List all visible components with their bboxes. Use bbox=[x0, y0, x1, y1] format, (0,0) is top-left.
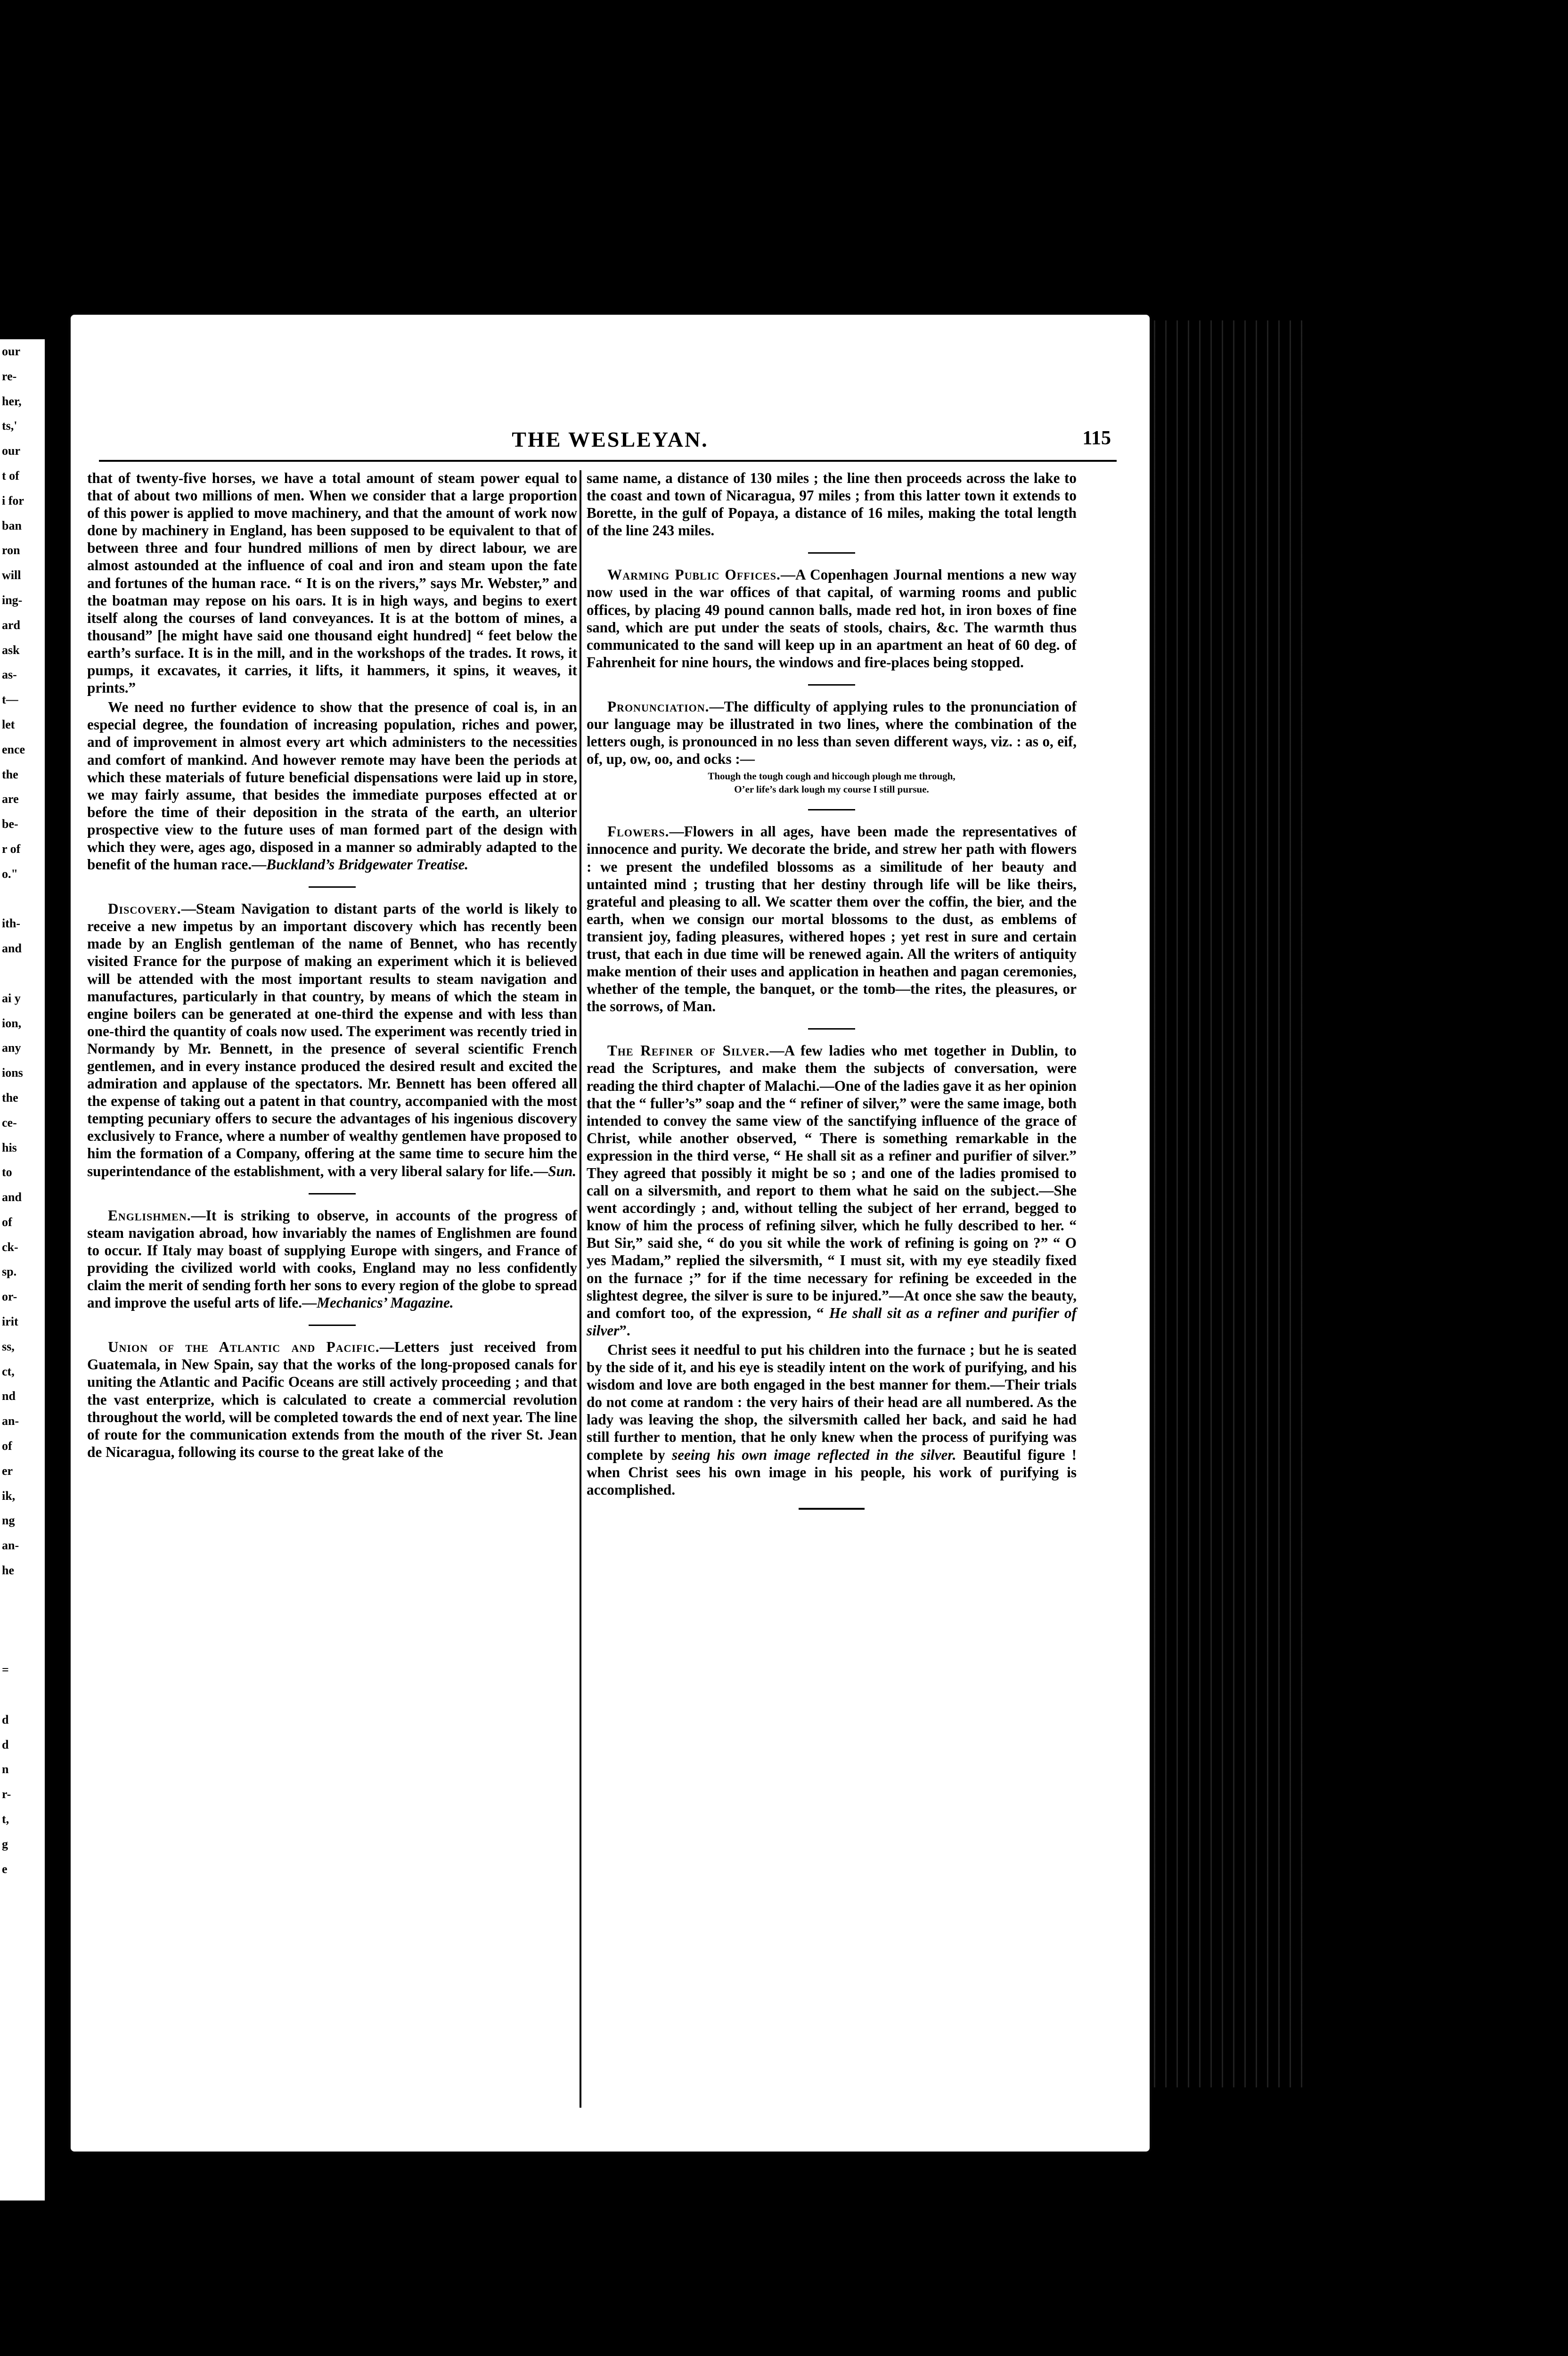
margin-fragment: as- bbox=[2, 668, 17, 682]
margin-fragment: = bbox=[2, 1663, 9, 1677]
margin-fragment: nd bbox=[2, 1389, 16, 1403]
margin-fragment: re- bbox=[2, 369, 17, 383]
article-separator bbox=[808, 552, 855, 554]
article-paragraph bbox=[587, 566, 1077, 671]
margin-fragment: i for bbox=[2, 493, 24, 507]
margin-fragment: ing- bbox=[2, 593, 23, 607]
margin-fragment: ith- bbox=[2, 916, 20, 931]
paragraph-text: We need no further evidence to show that the presence of coal is, in an especial degree, the foundation of increasing population, riches and power, and of improvement in almost every art which administers to the necessities and comfort of mankind. And however remote may have been the periods at which these materials of future beneficial dispensations were laid up in store, we may fairly assume, that besides the immediate purposes effected at or before the time of their deposition in the strata of the earth, an ulterior prospective view to the future uses of man formed part of the design with which they were, ages ago, disposed in a manner so admirably adapted to the benefit of the human race.— bbox=[87, 699, 577, 873]
margin-fragment: irit bbox=[2, 1315, 18, 1329]
verse-line: O’er life’s dark lough my course I still pursue. bbox=[734, 784, 929, 795]
article-separator bbox=[309, 1325, 356, 1326]
margin-fragment: ban bbox=[2, 518, 22, 532]
margin-fragment: ce- bbox=[2, 1115, 17, 1129]
paragraph-text: —It is striking to observe, in accounts of the progress of steam navigation abroad, how invariably the names of Englishmen are found to occur. If Italy may boast of supplying Europe with singers, and France of providing the civilized world with cooks, England may no less confidently claim the merit of sending forth her sons to every region of the globe to spread and improve the useful arts of life.— bbox=[87, 1207, 577, 1311]
margin-fragment: r- bbox=[2, 1787, 11, 1801]
margin-fragment: ask bbox=[2, 643, 20, 657]
paragraph-text: —A Copenhagen Journal mentions a new way now used in the war offices of that capital, of warming rooms and public offices, by placing 49 pound cannon balls, made red hot, in iron boxes of fine sand, which are put under the seats of stools, chairs, &c. The warmth thus communicated to the sand will keep up in an apartment an heat of 60 deg. of Fahrenheit for nine hours, the windows and fire-places being stopped. bbox=[587, 566, 1077, 671]
margin-fragment: to bbox=[2, 1165, 12, 1179]
column-rule bbox=[580, 470, 581, 2108]
paragraph-text: —Letters just received from Guatemala, in New Spain, say that the works of the long-proposed canals for uniting the Atlantic and Pacific Oceans are still actively proceeding ; and that the vast enterprize, which is calculated to create a commercial revolution throughout the world, will be completed towards the end of next year. The line of route for the communication extends from the mouth of the river St. Jean de Nicaragua, following its course to the great lake of the bbox=[87, 1339, 578, 1460]
margin-fragment: let bbox=[2, 717, 15, 731]
margin-fragment: ct, bbox=[2, 1364, 15, 1378]
margin-fragment: ions bbox=[2, 1066, 23, 1080]
running-header bbox=[99, 427, 1121, 457]
margin-fragment: o." bbox=[2, 867, 18, 881]
margin-fragment: ss, bbox=[2, 1339, 15, 1353]
article-paragraph bbox=[587, 823, 1077, 1015]
margin-fragment: t of bbox=[2, 468, 19, 483]
italic-source: Buckland’s Bridgewater Treatise. bbox=[266, 856, 469, 873]
margin-fragment: t, bbox=[2, 1812, 9, 1826]
margin-fragment: or- bbox=[2, 1290, 17, 1304]
paragraph-text: —The difficulty of applying rules to the pronunciation of our language may be illustrated in two lines, where the combination of the letters ough, is pronounced in no less than seven different ways, viz. : as o, eif, of, up, ow, oo, and ocks :— bbox=[587, 698, 1077, 768]
margin-fragment: d bbox=[2, 1737, 9, 1751]
margin-fragment: ai y bbox=[2, 991, 21, 1005]
margin-fragment bbox=[0, 961, 45, 986]
paragraph-text: —A few ladies who met together in Dublin, to read the Scriptures, and make them the subjects of conversation, were reading the third chapter of Malachi.—One of the ladies gave it as her opinion that the “ fuller’s” soap and the “ refiner of silver,” were the same image, both intended to convey the same view of the sanctifying influence of the grace of Christ, while another observed, “ There is something remarkable in the expression in the third verse, “ He shall sit as a refiner and purifier of silver.” They agreed that possibly it might be so ; and one of the ladies promised to call on a silversmith, and report to them what he said on the subject.—She went accordingly ; and, without telling the subject of her errand, begged to know of him the process of refining silver, which he fully described to her. “ But Sir,” said she, “ do you sit while the work of refining is going on ?” “ O yes Madam,” replied the silversmith, “ I must sit, with my eye steadily fixed on the furnace ;” for if the time necessary for refining be exceeded in the slightest degree, the silver is sure to be injured.”—At once she saw the beauty, and comfort too, of the expression, “ bbox=[587, 1042, 1077, 1321]
margin-fragment: sp. bbox=[2, 1265, 17, 1279]
margin-fragment: will bbox=[2, 568, 21, 582]
paragraph-text-end: Beautiful figure ! when Christ sees his own image in his people, his work of purifying is accomplished. bbox=[587, 1446, 1077, 1498]
margin-fragment: ard bbox=[2, 618, 20, 632]
article-paragraph bbox=[587, 1042, 1077, 1339]
margin-fragment bbox=[0, 1633, 45, 1658]
margin-fragment: the bbox=[2, 767, 18, 781]
margin-fragment: and bbox=[2, 1190, 22, 1204]
journal-title: THE WESLEYAN. bbox=[512, 427, 709, 451]
article-separator bbox=[808, 684, 855, 686]
article-paragraph bbox=[87, 1338, 577, 1461]
paragraph-text: Christ sees it needful to put his children into the furnace ; but he is seated by the side of it, and his eye is steadily intent on the work of purifying, and his wisdom and love are both engaged in the best manner for them.—Their trials do not come at random : the very hairs of their head are all numbered. As the lady was leaving the shop, the silversmith called her back, and said he had still further to mention, that he only knew when the process of purifying was complete by bbox=[587, 1341, 1077, 1463]
adjacent-page-strip bbox=[0, 339, 45, 2201]
margin-fragment bbox=[0, 1683, 45, 1708]
margin-fragment: n bbox=[2, 1762, 9, 1776]
margin-fragment bbox=[0, 1608, 45, 1633]
margin-fragment: an- bbox=[2, 1414, 19, 1428]
newspaper-page bbox=[71, 315, 1150, 2151]
article-paragraph bbox=[587, 698, 1077, 768]
article-paragraph bbox=[87, 1207, 577, 1312]
header-rule bbox=[99, 460, 1117, 462]
margin-fragment: are bbox=[2, 792, 19, 806]
article-heading: Union of the Atlantic and Pacific. bbox=[108, 1339, 380, 1356]
margin-fragment: ion, bbox=[2, 1016, 22, 1030]
margin-fragment bbox=[0, 887, 45, 912]
margin-fragment: an- bbox=[2, 1538, 19, 1553]
right-column bbox=[587, 469, 1077, 1510]
verse-line: Though the tough cough and hiccough plough me through, bbox=[708, 770, 956, 782]
margin-fragment: of bbox=[2, 1439, 12, 1453]
left-column bbox=[87, 469, 577, 1461]
article-separator bbox=[309, 1193, 356, 1194]
margin-fragment: g bbox=[2, 1837, 8, 1851]
article-paragraph bbox=[87, 469, 577, 696]
paragraph-text: —Steam Navigation to distant parts of the world is likely to receive a new impetus by an important discovery which has recently been made by an English gentleman of the name of Bennet, who has recently visited France for the purpose of making an experiment which it is believed will be attended with the most important results to steam navigation and manufactures, particularly in that country, by means of which the steam in engine boilers can be generated at one-third the expense and with less than one-third the quantity of coals now used. The experiment was recently tried in Normandy by Mr. Bennett, in the presence of several scientific French gentlemen, and in every instance produced the desired result and excited the admiration and applause of the spectators. Mr. Bennett has been offered all the expense of taking out a patent in that country, accompanied with the most tempting pecuniary offers to secure the advantages of his ingenious discovery exclusively to France, where a number of wealthy gentlemen have proposed to him the formation of a Company, offering at the same time to secure him the superintendance of the establishment, with a very liberal salary for life.— bbox=[87, 900, 577, 1179]
margin-fragment: er bbox=[2, 1464, 13, 1478]
article-heading: The Refiner of Silver. bbox=[607, 1042, 770, 1059]
margin-fragment: be- bbox=[2, 817, 18, 831]
margin-fragment: her, bbox=[2, 394, 22, 408]
verse-quote bbox=[587, 769, 1077, 796]
article-heading: Discovery. bbox=[108, 900, 181, 917]
article-paragraph bbox=[587, 1341, 1077, 1498]
margin-fragment: his bbox=[2, 1140, 17, 1154]
margin-fragment: d bbox=[2, 1712, 9, 1726]
italic-source: Mechanics’ Magazine. bbox=[317, 1294, 454, 1311]
article-paragraph bbox=[587, 469, 1077, 539]
article-heading: Warming Public Offices. bbox=[607, 566, 781, 583]
margin-fragment: t— bbox=[2, 693, 18, 707]
article-paragraph bbox=[87, 900, 577, 1180]
margin-fragment: the bbox=[2, 1090, 18, 1104]
article-separator bbox=[309, 886, 356, 888]
margin-fragment: ron bbox=[2, 543, 20, 557]
margin-fragment: ence bbox=[2, 742, 25, 756]
margin-fragment: ng bbox=[2, 1513, 15, 1528]
margin-fragment: ik, bbox=[2, 1489, 16, 1503]
italic-source: seeing his own image reflected in the silver. bbox=[672, 1446, 956, 1463]
paragraph-text: that of twenty-five horses, we have a total amount of steam power equal to that of about two millions of men. When we consider that a large proportion of this power is applied to move machinery, and that the amount of work now done by machinery in England, has been supposed to be equivalent to that of between three and four hundred millions of men by direct labour, we are almost astounded at the influence of coal and iron and steam upon the fate and fortunes of the human race. “ It is on the rivers,” says Mr. Webster,” and the boatman may repose on his oars. It is in high ways, and begins to exert itself along the courses of land conveyances. It is at the bottom of mines, a thousand” [he might have said one thousand eight hundred] “ feet below the earth’s surface. It is in the mill, and in the workshops of the trades. It rows, it pumps, it excavates, it carries, it lifts, it hammers, it spins, it weaves, it prints.” bbox=[87, 470, 577, 696]
article-heading: Flowers. bbox=[607, 823, 670, 840]
article-heading: Pronunciation. bbox=[607, 698, 710, 715]
margin-fragment: our bbox=[2, 344, 20, 358]
margin-fragment: ts,' bbox=[2, 419, 17, 433]
margin-fragment: any bbox=[2, 1041, 21, 1055]
article-heading: Englishmen. bbox=[108, 1207, 191, 1224]
margin-fragment: of bbox=[2, 1215, 12, 1229]
italic-source: He shall sit as a refiner and purifier of silver bbox=[587, 1304, 1077, 1339]
margin-fragment: ck- bbox=[2, 1240, 18, 1254]
italic-source: Sun. bbox=[548, 1162, 577, 1179]
margin-fragment: e bbox=[2, 1862, 8, 1876]
margin-fragment: our bbox=[2, 444, 20, 458]
end-rule bbox=[799, 1508, 865, 1510]
margin-fragment bbox=[0, 1583, 45, 1608]
article-separator bbox=[808, 1028, 855, 1030]
paragraph-text: same name, a distance of 130 miles ; the line then proceeds across the lake to the coast and town of Nicaragua, 97 miles ; from this latter town it extends to Borette, in the gulf of Popaya, a distance of 16 miles, making the total length of the line 243 miles. bbox=[587, 470, 1077, 539]
article-separator bbox=[808, 809, 855, 810]
margin-fragment: and bbox=[2, 941, 22, 956]
paragraph-text-end: ”. bbox=[619, 1322, 630, 1339]
article-paragraph bbox=[87, 698, 577, 873]
page-number: 115 bbox=[1082, 427, 1111, 449]
margin-fragment: he bbox=[2, 1563, 14, 1578]
margin-fragment: r of bbox=[2, 842, 21, 856]
book-page-edges bbox=[1150, 320, 1305, 2087]
paragraph-text: —Flowers in all ages, have been made the representatives of innocence and purity. We decorate the bride, and strew her path with flowers : we present the undefiled blossoms as a similitude of her beauty and untainted mind ; trusting that her destiny through life will be like theirs, grateful and pleasing to all. We scatter them over the coffin, the bier, and the earth, when we consign our mortal blossoms to the dust, as emblems of transient joy, fading pleasures, withered hopes ; yet rest in sure and certain trust, that each in due time will be renewed again. All the writers of antiquity make mention of their uses and application in heathen and pagan ceremonies, whether of the temple, the banquet, or the tomb—the rites, the pleasures, or the sorrows, of Man. bbox=[587, 823, 1077, 1015]
